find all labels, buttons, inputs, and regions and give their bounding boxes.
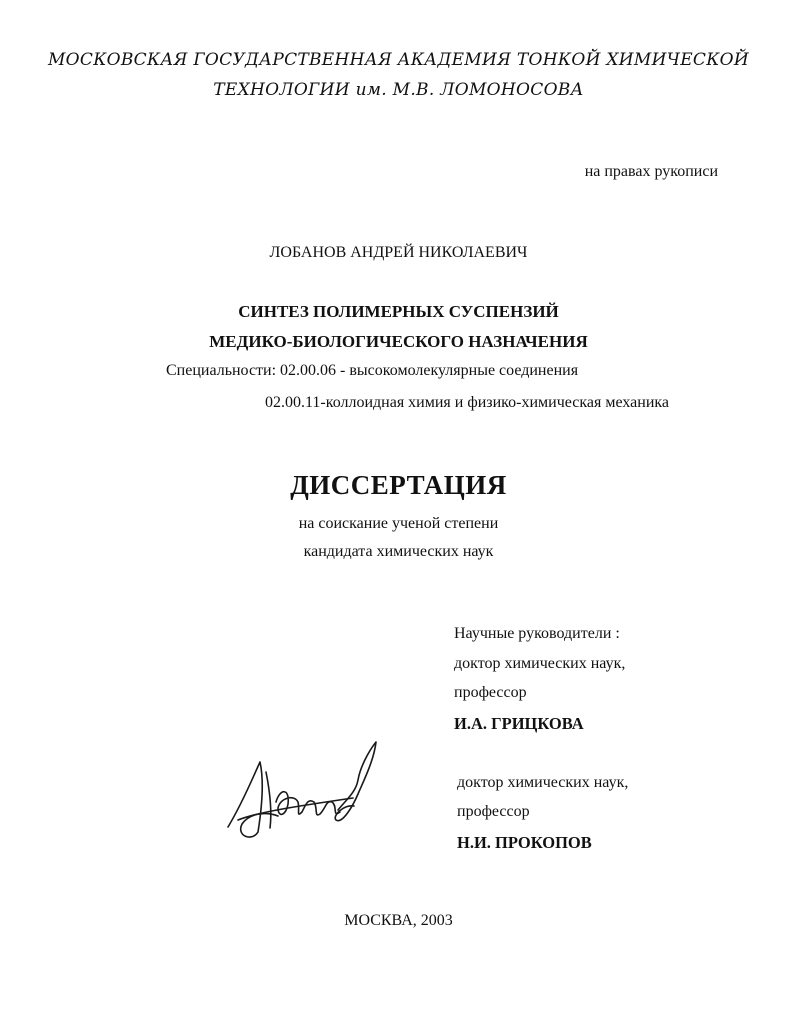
document-type: ДИССЕРТАЦИЯ [290, 470, 507, 500]
supervisor-1-degree: доктор химических наук, [454, 655, 626, 672]
specialty-line-1: Специальности: 02.00.06 - высокомолекулярные соединения [166, 362, 579, 379]
degree-line-1: на соискание ученой степени [298, 515, 499, 532]
supervisor-1-rank: профессор [454, 684, 527, 701]
city-year: МОСКВА, 2003 [344, 912, 453, 929]
supervisor-2-rank: профессор [457, 803, 530, 820]
author-name: ЛОБАНОВ АНДРЕЙ НИКОЛАЕВИЧ [269, 244, 528, 261]
manuscript-note: на правах рукописи [584, 163, 718, 180]
title-line-2: МЕДИКО-БИОЛОГИЧЕСКОГО НАЗНАЧЕНИЯ [209, 332, 588, 351]
supervisors-heading: Научные руководители : [454, 625, 620, 642]
supervisor-2-name: Н.И. ПРОКОПОВ [457, 833, 592, 852]
degree-line-2: кандидата химических наук [303, 543, 494, 560]
supervisor-1-name: И.А. ГРИЦКОВА [454, 714, 584, 733]
specialty-line-2: 02.00.11-коллоидная химия и физико-химическая механика [265, 394, 670, 411]
title-line-1: СИНТЕЗ ПОЛИМЕРНЫХ СУСПЕНЗИЙ [238, 302, 559, 321]
supervisor-2-degree: доктор химических наук, [457, 774, 629, 791]
institution-line-1: МОСКОВСКАЯ ГОСУДАРСТВЕННАЯ АКАДЕМИЯ ТОНКОЙ ХИМИЧЕСКОЙ [47, 50, 750, 70]
institution-line-2: ТЕХНОЛОГИИ им. М.В. ЛОМОНОСОВА [213, 80, 584, 100]
handwritten-signature [218, 732, 388, 852]
